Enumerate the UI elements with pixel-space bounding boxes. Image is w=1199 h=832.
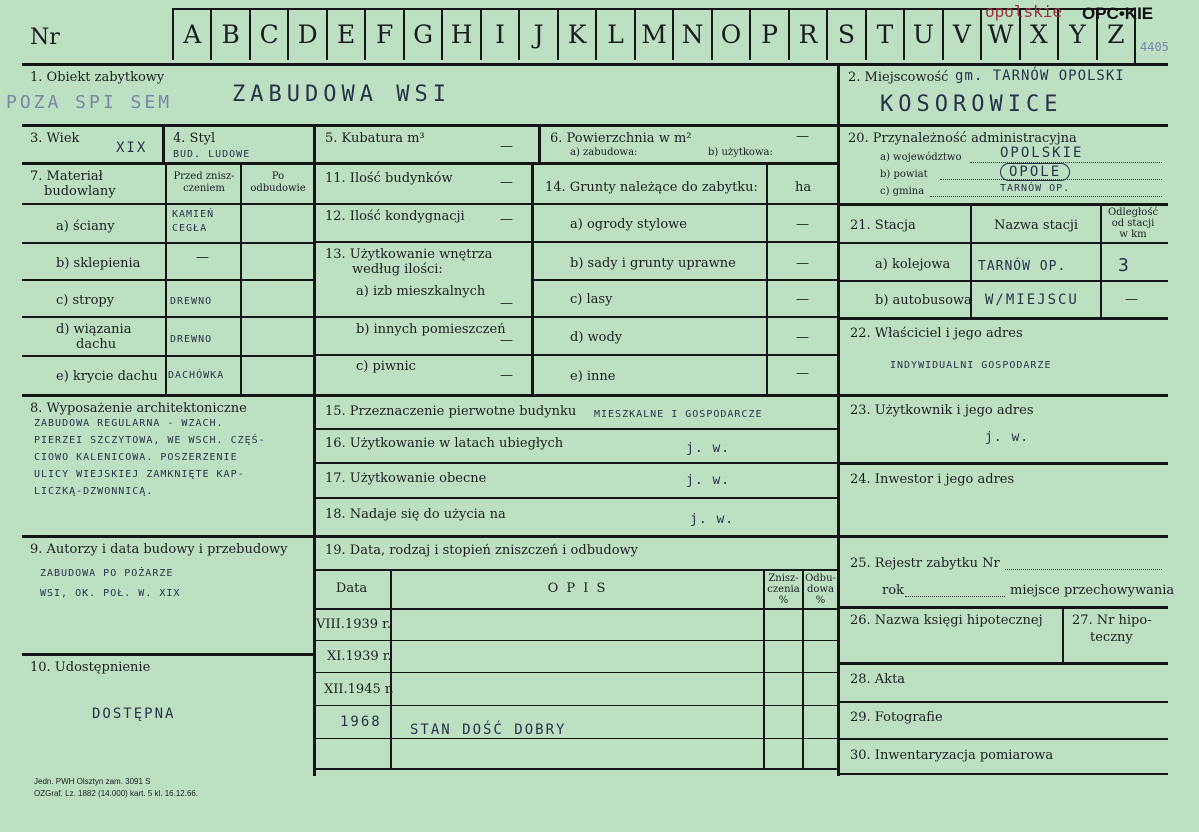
letter-index-cell: O bbox=[711, 8, 749, 60]
col-zn-header-3: % bbox=[778, 595, 789, 606]
material-row-label: d) wiązania bbox=[56, 322, 132, 337]
rule bbox=[837, 738, 1168, 740]
wyposazenie-line: LICZKĄ-DZWONNICĄ. bbox=[34, 486, 154, 497]
rule bbox=[22, 653, 313, 656]
powierzchnia-a: a) zabudowa: bbox=[570, 147, 638, 158]
kondygnacji-label: 12. Ilość kondygnacji bbox=[325, 209, 465, 224]
wyposazenie-line: PIERZEI SZCZYTOWA, WE WSCH. CZĘŚ- bbox=[34, 435, 266, 446]
material-row-value: DREWNO bbox=[170, 334, 213, 345]
letter-index-cell: C bbox=[249, 8, 287, 60]
col-przed-2: czeniem bbox=[183, 183, 225, 194]
dotted-line bbox=[905, 596, 1005, 597]
powierzchnia-value: — bbox=[796, 129, 809, 144]
letter-index-cell: Y bbox=[1057, 8, 1095, 60]
letter-index-cell: L bbox=[595, 8, 633, 60]
letter-index-cell: A bbox=[172, 8, 210, 60]
rule bbox=[837, 773, 1168, 775]
wiek-value: XIX bbox=[116, 140, 148, 156]
rule bbox=[22, 316, 313, 318]
rule bbox=[313, 126, 316, 776]
przeznaczenie-label: 15. Przeznaczenie pierwotne budynku bbox=[325, 404, 577, 419]
rule bbox=[313, 354, 531, 356]
rule bbox=[837, 606, 1168, 609]
letter-index-cell: N bbox=[672, 8, 710, 60]
ksiega-label: 26. Nazwa księgi hipotecznej bbox=[850, 613, 1043, 628]
kubatura-value: — bbox=[500, 139, 513, 154]
rule bbox=[162, 126, 165, 162]
autorzy-line: WSI, OK. POŁ. W. XIX bbox=[40, 588, 181, 599]
nr-hipoteczny-label: 27. Nr hipo- bbox=[1072, 613, 1152, 628]
letter-index-cell: F bbox=[364, 8, 402, 60]
rule bbox=[313, 768, 837, 770]
uzytkownik-value: j. w. bbox=[985, 430, 1030, 445]
rule bbox=[313, 608, 837, 610]
zn-row-date: XI.1939 r. bbox=[327, 649, 392, 664]
udostepnienie-label: 10. Udostępnienie bbox=[30, 660, 151, 675]
letter-index-cell: D bbox=[287, 8, 325, 60]
letter-index-cell: H bbox=[441, 8, 479, 60]
wojewodztwo-value: OPOLSKIE bbox=[1000, 145, 1084, 161]
nadaje-label: 18. Nadaje się do użycia na bbox=[325, 507, 506, 522]
footer-line-2: OZGraf. Lz. 1882 (14.000) kart. 5 kl. 16.12.66. bbox=[34, 789, 199, 798]
material-row-label: e) krycie dachu bbox=[56, 369, 158, 384]
zn-row-date: 1968 bbox=[340, 714, 382, 730]
letter-index-cell: R bbox=[788, 8, 826, 60]
wnetrze-row-label: c) piwnic bbox=[356, 359, 416, 374]
rule bbox=[531, 279, 837, 281]
letter-index-cell: V bbox=[942, 8, 980, 60]
dotted-line bbox=[930, 196, 1162, 197]
letter-index-cell: P bbox=[749, 8, 787, 60]
uzytkowanie-ubiegle-label: 16. Użytkowanie w latach ubiegłych bbox=[325, 436, 564, 451]
rule bbox=[837, 535, 1168, 538]
material-row-label: c) stropy bbox=[56, 293, 115, 308]
akta-label: 28. Akta bbox=[850, 672, 906, 687]
wyposazenie-label: 8. Wyposażenie architektoniczne bbox=[30, 401, 247, 416]
footer-line-1: Jedn. PWH Olsztyn zam. 3091 S bbox=[34, 777, 151, 786]
przynaleznosc-label: 20. Przynależność administracyjna bbox=[848, 131, 1077, 146]
grunty-row-value: — bbox=[796, 256, 809, 271]
rule bbox=[837, 242, 1168, 244]
uzytkowanie-ubiegle-value: j. w. bbox=[686, 441, 731, 456]
rule bbox=[531, 316, 837, 318]
rule bbox=[1062, 606, 1064, 664]
grunty-label: 14. Grunty należące do zabytku: bbox=[545, 180, 758, 195]
udostepnienie-value: DOSTĘPNA bbox=[92, 706, 176, 722]
rule bbox=[22, 203, 313, 205]
col-odleglosc-2: od stacji bbox=[1111, 218, 1155, 229]
letter-index-cell: I bbox=[480, 8, 518, 60]
miejscowosc-label: 2. Miejscowość bbox=[848, 70, 949, 85]
pencil-side-note: POZA SPI SEM bbox=[6, 92, 173, 113]
rule bbox=[22, 355, 313, 357]
letter-index-cell: E bbox=[326, 8, 364, 60]
uzytkowanie-obecne-value: j. w. bbox=[686, 473, 731, 488]
ilosc-budynkow-value: — bbox=[500, 175, 513, 190]
rule bbox=[837, 701, 1168, 703]
przeznaczenie-value: MIESZKALNE I GOSPODARCZE bbox=[594, 409, 763, 420]
material-row-label-2: dachu bbox=[76, 337, 117, 352]
autobusowa-name: W/MIEJSCU bbox=[985, 292, 1079, 308]
rule bbox=[313, 394, 837, 397]
autorzy-label: 9. Autorzy i data budowy i przebudowy bbox=[30, 542, 288, 557]
wyposazenie-line: ULICY WIEJSKIEJ ZAMKNIĘTE KAP- bbox=[34, 469, 245, 480]
col-po-1: Po bbox=[271, 171, 285, 182]
rule bbox=[531, 354, 837, 356]
letter-index-cell: X bbox=[1019, 8, 1057, 60]
col-zn-header-2: czenia bbox=[767, 584, 800, 595]
col-odleglosc-3: w km bbox=[1119, 229, 1147, 240]
powiat-label: b) powiat bbox=[880, 169, 928, 180]
fotografie-label: 29. Fotografie bbox=[850, 710, 943, 725]
grunty-row-value: — bbox=[796, 292, 809, 307]
letter-index-cell: M bbox=[634, 8, 672, 60]
letter-index-cell: T bbox=[865, 8, 903, 60]
rule bbox=[390, 569, 392, 769]
powiat-value: OPOLE bbox=[1000, 163, 1070, 181]
wyposazenie-line: CIOWO KALENICOWA. POSZERZENIE bbox=[34, 452, 238, 463]
rule bbox=[531, 203, 837, 205]
letter-index-cell: B bbox=[210, 8, 248, 60]
wlasciciel-label: 22. Właściciel i jego adres bbox=[850, 326, 1023, 341]
grunty-row-value: — bbox=[796, 366, 809, 381]
wnetrze-row-value: — bbox=[500, 368, 513, 383]
rule bbox=[313, 738, 837, 739]
col-data-header: Data bbox=[335, 581, 368, 596]
stamp-text: OPC•KIE bbox=[1082, 4, 1154, 23]
kolejowa-dist: 3 bbox=[1118, 255, 1131, 276]
letter-index-cell: S bbox=[826, 8, 864, 60]
rule bbox=[837, 394, 1168, 397]
autobusowa-dist: — bbox=[1125, 292, 1138, 307]
rule bbox=[538, 126, 541, 162]
rule bbox=[313, 497, 837, 499]
kondygnacji-value: — bbox=[500, 212, 513, 227]
letter-index-cell: U bbox=[903, 8, 941, 60]
rule bbox=[22, 394, 313, 397]
grunty-row-value: — bbox=[796, 330, 809, 345]
wlasciciel-value: INDYWIDUALNI GOSPODARZE bbox=[890, 360, 1052, 371]
grunty-row-value: — bbox=[796, 217, 809, 232]
stacja-label: 21. Stacja bbox=[850, 218, 916, 233]
col-od-header-2: dowa bbox=[807, 584, 834, 595]
col-zn-header-1: Znisz- bbox=[768, 573, 799, 584]
rule bbox=[22, 162, 837, 165]
grunty-row-label: c) lasy bbox=[570, 292, 613, 307]
obiekt-value: ZABUDOWA WSI bbox=[232, 82, 451, 107]
autobusowa-label: b) autobusowa bbox=[875, 293, 972, 308]
miejscowosc-value: KOSOROWICE bbox=[880, 92, 1063, 117]
material-row-label: b) sklepienia bbox=[56, 256, 141, 271]
wnetrze-row-value: — bbox=[500, 333, 513, 348]
col-od-header-1: Odbu- bbox=[805, 573, 836, 584]
rule bbox=[313, 203, 531, 205]
rejestr-miejsce: miejsce przechowywania bbox=[1010, 583, 1175, 598]
wnetrze-row-value: — bbox=[500, 296, 513, 311]
inwentaryzacja-label: 30. Inwentaryzacja pomiarowa bbox=[850, 748, 1054, 763]
letter-index-cell: G bbox=[403, 8, 441, 60]
zn-row-opis: STAN DOŚĆ DOBRY bbox=[410, 722, 567, 738]
material-row-label: a) ściany bbox=[56, 219, 115, 234]
styl-label: 4. Styl bbox=[173, 131, 216, 146]
letter-index-cell: K bbox=[557, 8, 595, 60]
grunty-row-label: b) sady i grunty uprawne bbox=[570, 256, 736, 271]
uzytkowanie-wnetrza-label-2: według ilości: bbox=[352, 262, 443, 277]
gmina-note: gm. TARNÓW OPOLSKI bbox=[955, 68, 1125, 84]
zn-row-date: VIII.1939 r. bbox=[316, 617, 392, 632]
rule bbox=[22, 124, 1168, 127]
grunty-unit: ha bbox=[795, 180, 812, 195]
col-nazwa-stacji: Nazwa stacji bbox=[993, 218, 1079, 233]
nr-label: Nr bbox=[30, 25, 60, 50]
rule bbox=[837, 203, 1168, 206]
rule bbox=[837, 280, 1168, 282]
kubatura-label: 5. Kubatura m³ bbox=[325, 131, 425, 146]
handwritten-region-note: opolskie bbox=[985, 2, 1063, 21]
rule bbox=[22, 63, 1168, 66]
letter-index-cell: W bbox=[980, 8, 1018, 60]
col-odleglosc-1: Odległość bbox=[1107, 207, 1159, 218]
rejestr-rok: rok bbox=[882, 583, 904, 598]
dotted-line bbox=[970, 162, 1162, 163]
autorzy-line: ZABUDOWA PO POŻARZE bbox=[40, 568, 174, 579]
rule bbox=[313, 462, 837, 464]
material-row-value: — bbox=[196, 250, 209, 265]
wiek-label: 3. Wiek bbox=[30, 131, 80, 146]
zniszczenia-label: 19. Data, rodzaj i stopień zniszczeń i odbudowy bbox=[325, 543, 639, 558]
rule bbox=[837, 462, 1168, 465]
rule bbox=[837, 63, 840, 776]
dotted-line bbox=[1005, 569, 1162, 570]
wojewodztwo-label: a) województwo bbox=[880, 152, 962, 163]
col-przed-1: Przed znisz- bbox=[173, 171, 235, 182]
letter-index-cell: Z bbox=[1096, 8, 1134, 60]
material-row-value: DACHÓWKA bbox=[168, 370, 225, 381]
uzytkowanie-wnetrza-label: 13. Użytkowanie wnętrza bbox=[325, 247, 493, 262]
gmina-label: c) gmina bbox=[880, 186, 925, 197]
rule bbox=[313, 428, 837, 430]
rule bbox=[313, 705, 837, 706]
rule bbox=[313, 640, 837, 641]
inwestor-label: 24. Inwestor i jego adres bbox=[850, 472, 1015, 487]
styl-value: BUD. LUDOWE bbox=[173, 149, 251, 160]
grunty-row-label: a) ogrody stylowe bbox=[570, 217, 687, 232]
material-row-value: KAMIEŃ CEGŁA bbox=[172, 209, 215, 234]
gmina-value: TARNÓW OP. bbox=[1000, 183, 1071, 194]
rule bbox=[22, 535, 313, 538]
grunty-row-label: d) wody bbox=[570, 330, 623, 345]
kolejowa-name: TARNÓW OP. bbox=[978, 259, 1067, 274]
corner-pencil-note: 4405 bbox=[1140, 40, 1169, 54]
rule bbox=[313, 241, 531, 243]
letter-index-cell: J bbox=[518, 8, 556, 60]
material-label: 7. Materiał bbox=[30, 169, 103, 184]
material-row-value: DREWNO bbox=[170, 296, 213, 307]
uzytkownik-label: 23. Użytkownik i jego adres bbox=[850, 403, 1034, 418]
rule bbox=[531, 241, 837, 243]
obiekt-label: 1. Obiekt zabytkowy bbox=[30, 70, 165, 85]
rule bbox=[313, 535, 837, 538]
zn-row-date: XII.1945 r. bbox=[324, 682, 394, 697]
material-label-2: budowlany bbox=[44, 184, 116, 199]
rule bbox=[22, 242, 313, 244]
rule bbox=[837, 662, 1168, 665]
wyposazenie-line: ZABUDOWA REGULARNA - WZACH. bbox=[34, 418, 224, 429]
wnetrze-row-label: b) innych pomieszczeń bbox=[356, 322, 506, 337]
powierzchnia-b: b) użytkowa: bbox=[708, 147, 773, 158]
nr-hipoteczny-label-2: teczny bbox=[1090, 630, 1133, 645]
ilosc-budynkow-label: 11. Ilość budynków bbox=[325, 171, 453, 186]
rejestr-label: 25. Rejestr zabytku Nr bbox=[850, 556, 1000, 571]
rule bbox=[22, 279, 313, 281]
rule bbox=[837, 317, 1168, 320]
col-opis-header: O P I S bbox=[547, 581, 608, 596]
wnetrze-row-label: a) izb mieszkalnych bbox=[356, 284, 486, 299]
nadaje-value: j. w. bbox=[690, 512, 735, 527]
rule bbox=[313, 672, 837, 673]
rule bbox=[313, 316, 531, 318]
uzytkowanie-obecne-label: 17. Użytkowanie obecne bbox=[325, 471, 487, 486]
col-po-2: odbudowie bbox=[250, 183, 306, 194]
col-od-header-3: % bbox=[815, 595, 826, 606]
kolejowa-label: a) kolejowa bbox=[875, 257, 951, 272]
powierzchnia-label: 6. Powierzchnia w m² bbox=[550, 131, 692, 146]
grunty-row-label: e) inne bbox=[570, 369, 616, 384]
